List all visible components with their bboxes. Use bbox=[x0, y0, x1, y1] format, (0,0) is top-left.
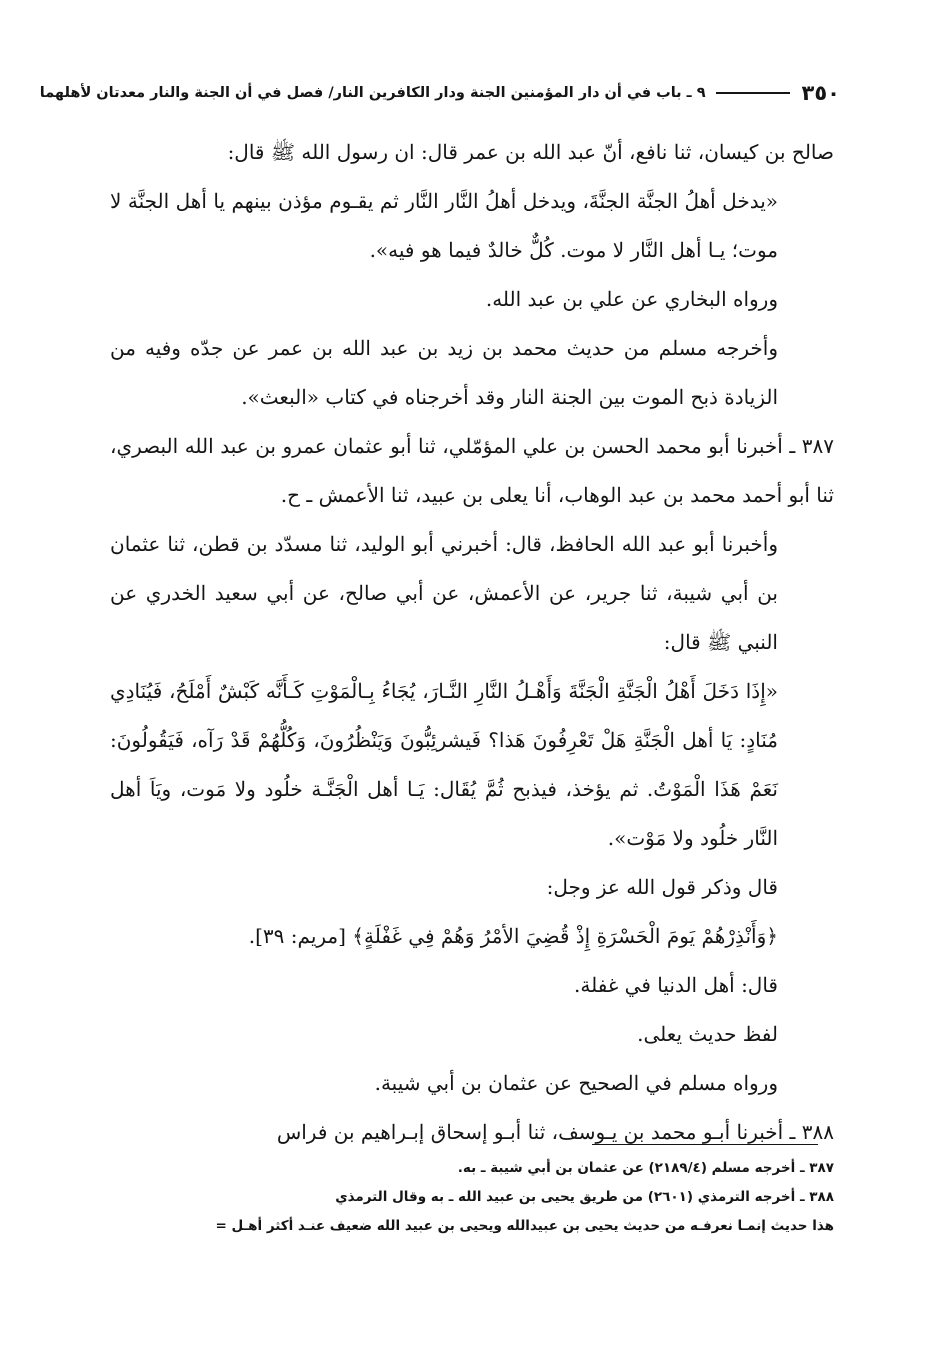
paragraph: قال: أهل الدنيا في غفلة. bbox=[574, 973, 778, 997]
footnote: ٣٨٧ ـ أخرجه مسلم (٢١٨٩/٤) عن عثمان بن أبي شيبة ـ به. bbox=[457, 1160, 834, 1176]
paragraph: قال وذكر قول الله عز وجل: bbox=[546, 875, 778, 899]
running-header bbox=[39, 78, 840, 108]
paragraph: «إِذَا دَخَلَ أَهْلُ الْجَنَّةِ الْجَنَّةَ وَأَهْـلُ النَّارِ النَّـارَ، يُجَاءُ بِـالْمَوْتِ كَـأَنَّه كَبْشٌ أَمْلَحُ، فَيُنَادِي مُنَادٍ: يَا أهل الْجَنَّةِ هَلْ تَعْرِفُونَ هَذا؟ فَيشرئِبُّونَ وَيَنْظُرُونَ، وَكُلُّهُمْ قَدْ رَآه، فَيَقُولُونَ: نَعَمْ هَذَا الْمَوْتُ. ثم يؤخذ، فيذبح ثُمَّ يُقَال: يَـا أهل الْجَنَّـة خلُود ولا مَوت، ويَاَ أهل النَّار خلُود ولا مَوْت». bbox=[110, 679, 778, 850]
quran-verse: ﴿وَأَنْذِرْهُمْ يَومَ الْحَسْرَةِ إِذْ قُضِيَ الأمْرُ وَهُمْ فِي غَفْلَةٍ﴾ [مريم: ٣٩]. bbox=[248, 924, 778, 948]
paragraph: ٣٨٧ ـ أخبرنا أبو محمد الحسن بن علي المؤمّلي، ثنا أبو عثمان عمرو بن عبد الله البصري، ثنا أبو أحمد محمد بن عبد الوهاب، أنا يعلى بن عبيد، ثنا الأعمش ـ ح. bbox=[110, 434, 834, 507]
paragraph: ورواه البخاري عن علي بن عبد الله. bbox=[485, 287, 778, 311]
footnote: هذا حديث إنمـا نعرفـه من حديث يحيى بن عبيدالله ويحيى بن عبيد الله ضعيف عنـد أكثر أهـل = bbox=[215, 1218, 834, 1234]
footnotes bbox=[108, 1154, 834, 1241]
paragraph: صالح بن كيسان، ثنا نافع، أنّ عبد الله بن عمر قال: ان رسول الله ﷺ قال: bbox=[227, 140, 834, 164]
paragraph: ورواه مسلم في الصحيح عن عثمان بن أبي شيبة. bbox=[374, 1071, 778, 1095]
paragraph: ٣٨٨ ـ أخبرنا أبـو محمد بن يـوسف، ثنا أبـو إسحاق إبـراهيم بن فراس bbox=[276, 1120, 834, 1144]
header-dash bbox=[716, 92, 790, 94]
footnote-separator bbox=[592, 1144, 818, 1145]
paragraph: وأخرجه مسلم من حديث محمد بن زيد بن عبد الله بن عمر عن جدّه وفيه من الزيادة ذبح الموت بين الجنة النار وقد أخرجناه في كتاب «البعث». bbox=[110, 336, 779, 409]
body-text bbox=[110, 128, 834, 1157]
paragraph: وأخبرنا أبو عبد الله الحافظ، قال: أخبرني أبو الوليد، ثنا مسدّد بن قطن، ثنا عثمان بن أبي شيبة، ثنا جرير، عن الأعمش، عن أبي صالح، عن أبي سعيد الخدري عن النبي ﷺ قال: bbox=[110, 532, 778, 654]
page-number: ٣٥٠ bbox=[801, 81, 840, 105]
footnote: ٣٨٨ ـ أخرجه الترمذي (٢٦٠١) من طريق يحيى بن عبيد الله ـ به وقال الترمذي bbox=[335, 1189, 834, 1205]
paragraph: «يدخل أهلُ الجنَّة الجنَّةَ، ويدخل أهلُ النَّار النَّار ثم يقـوم مؤذن بينهم يا أهل الجنَّة لا موت؛ يـا أهل النَّار لا موت. كُلٌّ خالدٌ فيما هو فيه». bbox=[110, 189, 778, 262]
chapter-title: ٩ ـ باب في أن دار المؤمنين الجنة ودار الكافرين النار/ فصل في أن الجنة والنار معدتان لأهلهما bbox=[39, 85, 706, 101]
paragraph: لفظ حديث يعلى. bbox=[637, 1022, 778, 1046]
